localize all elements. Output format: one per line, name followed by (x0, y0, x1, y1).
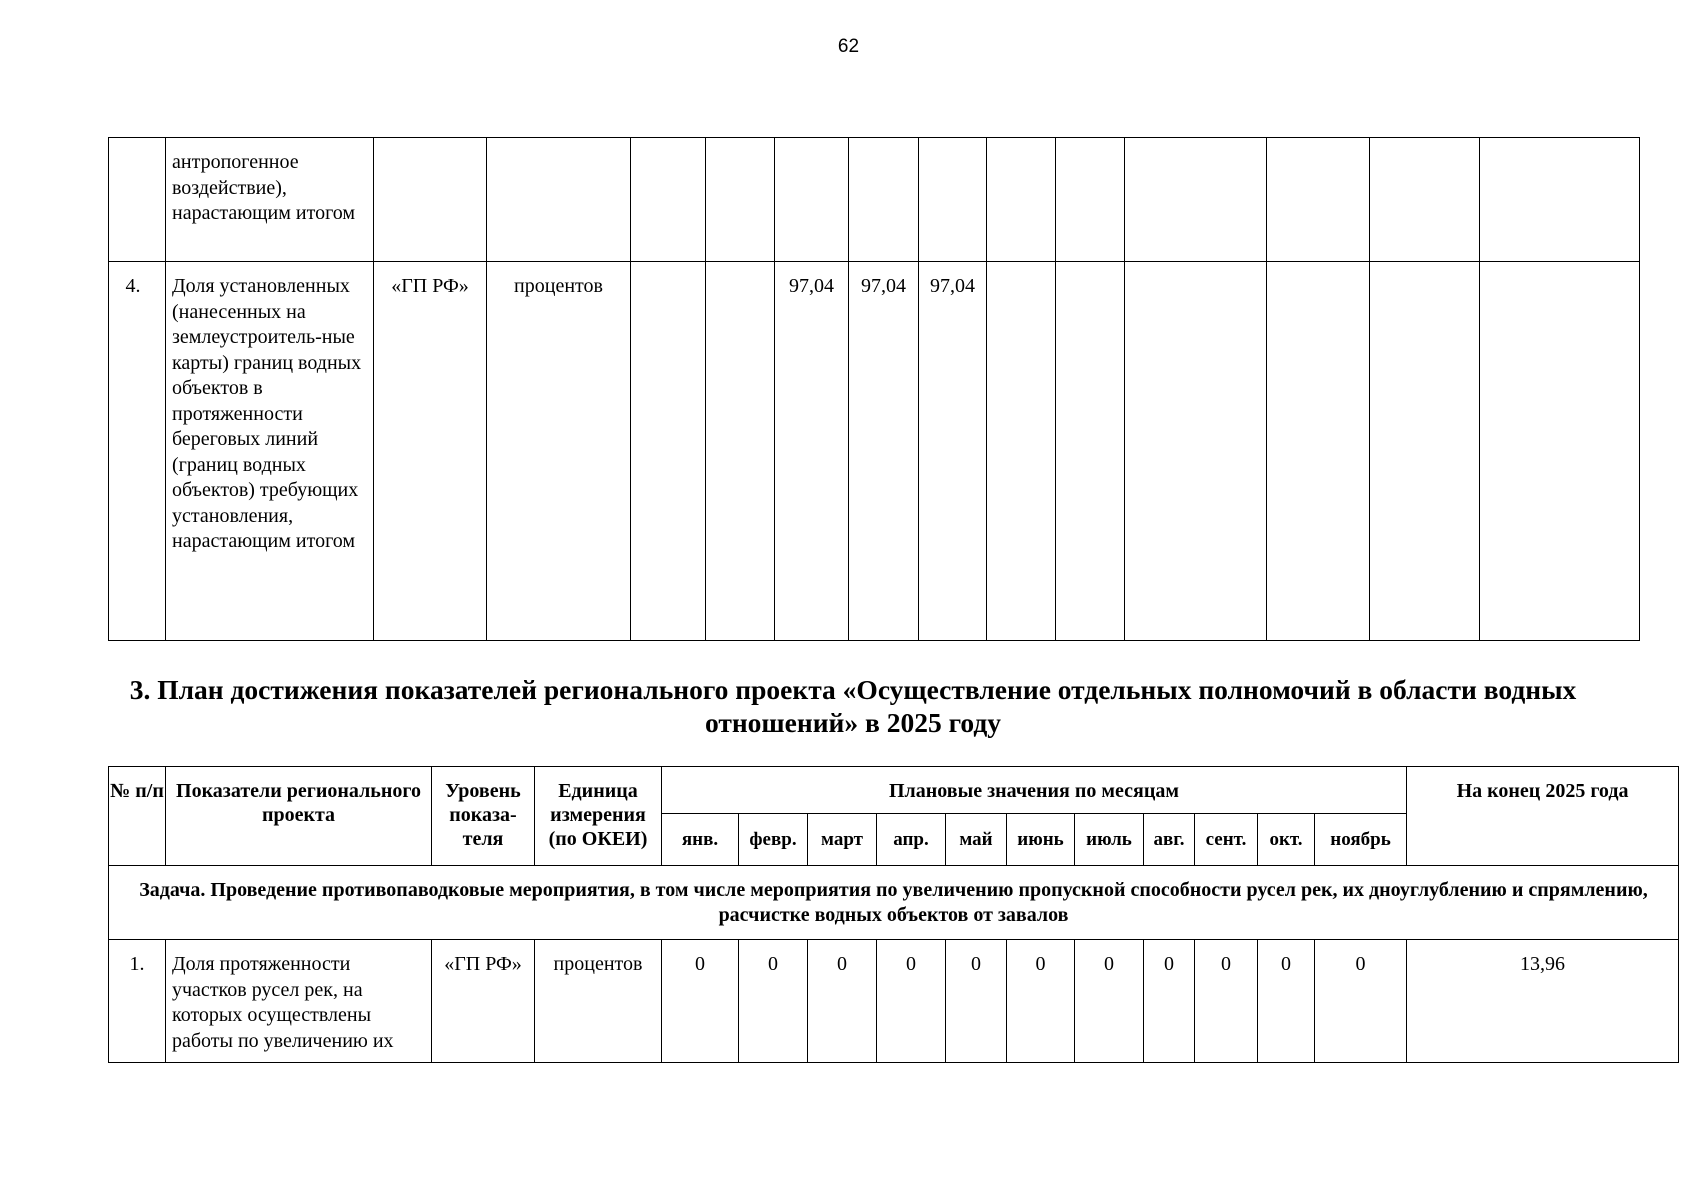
value-cell (1125, 262, 1267, 641)
header-month: янв. (662, 814, 739, 866)
value-cell (1267, 262, 1370, 641)
header-month: сент. (1195, 814, 1258, 866)
page-number: 62 (837, 36, 860, 57)
month-value: 0 (1315, 940, 1407, 1063)
header-unit: Единица измерения (по ОКЕИ) (535, 767, 662, 866)
table-row (109, 940, 1679, 1063)
indicator-level: «ГП РФ» (432, 940, 535, 1063)
header-planned-values: Плановые значения по месяцам (662, 767, 1407, 814)
value-cell (1125, 138, 1267, 262)
row-number: 1. (109, 940, 166, 1063)
continuation-table (108, 137, 1640, 641)
header-month: апр. (877, 814, 946, 866)
month-value: 0 (808, 940, 877, 1063)
value-cell (775, 138, 849, 262)
value-cell (631, 262, 706, 641)
value-cell (1267, 138, 1370, 262)
indicator-unit: процентов (487, 262, 631, 641)
month-value: 0 (1258, 940, 1315, 1063)
indicator-level (374, 138, 487, 262)
value-cell (1056, 138, 1125, 262)
header-indicator: Показатели регионального проекта (166, 767, 432, 866)
task-description: Задача. Проведение противопаводковые мероприятия, в том числе мероприятия по увеличению пропускной способности русел рек, их дноуглублению и спрямлению, расчистке водных объектов от завалов (109, 866, 1679, 940)
month-value: 0 (662, 940, 739, 1063)
value-cell (1480, 262, 1640, 641)
month-value: 0 (1007, 940, 1075, 1063)
section-title: 3. План достижения показателей регионального проекта «Осуществление отдельных полномочий в области водных отношений» в 2025 году (129, 674, 1577, 738)
value-cell: 97,04 (849, 262, 919, 641)
value-cell (1370, 138, 1480, 262)
header-month: ноябрь (1315, 814, 1407, 866)
plan-table (108, 766, 1679, 1063)
header-month: март (808, 814, 877, 866)
month-value: 0 (739, 940, 808, 1063)
table-row (109, 262, 1640, 641)
value-cell (1056, 262, 1125, 641)
value-cell (706, 262, 775, 641)
indicator-level: «ГП РФ» (374, 262, 487, 641)
indicator-name: Доля установленных (нанесенных на землеустроитель-ные карты) границ водных объектов в протяженности береговых линий (границ водных объектов) требующих установления, нарастающим итогом (166, 262, 374, 641)
value-cell (631, 138, 706, 262)
header-level: Уровень показа-теля (432, 767, 535, 866)
indicator-name: Доля протяженности участков русел рек, на которых осуществлены работы по увеличению их (166, 940, 432, 1063)
header-month: февр. (739, 814, 808, 866)
header-num: № п/п (109, 767, 166, 866)
header-month: май (946, 814, 1007, 866)
value-cell (919, 138, 987, 262)
value-cell (987, 138, 1056, 262)
header-row (109, 767, 1679, 814)
end-of-year-value: 13,96 (1407, 940, 1679, 1063)
header-month: окт. (1258, 814, 1315, 866)
value-cell: 97,04 (775, 262, 849, 641)
month-value: 0 (946, 940, 1007, 1063)
value-cell (987, 262, 1056, 641)
indicator-unit: процентов (535, 940, 662, 1063)
month-value: 0 (1195, 940, 1258, 1063)
month-value: 0 (1075, 940, 1144, 1063)
indicator-name: антропогенное воздействие), нарастающим итогом (166, 138, 374, 262)
task-row (109, 866, 1679, 940)
header-month: июль (1075, 814, 1144, 866)
month-value: 0 (1144, 940, 1195, 1063)
value-cell (849, 138, 919, 262)
value-cell (1480, 138, 1640, 262)
indicator-unit (487, 138, 631, 262)
value-cell (1370, 262, 1480, 641)
value-cell: 97,04 (919, 262, 987, 641)
header-month: авг. (1144, 814, 1195, 866)
row-number: 4. (109, 262, 166, 641)
month-value: 0 (877, 940, 946, 1063)
header-end-of-year: На конец 2025 года (1407, 767, 1679, 866)
header-month: июнь (1007, 814, 1075, 866)
value-cell (706, 138, 775, 262)
row-number (109, 138, 166, 262)
table-row (109, 138, 1640, 262)
